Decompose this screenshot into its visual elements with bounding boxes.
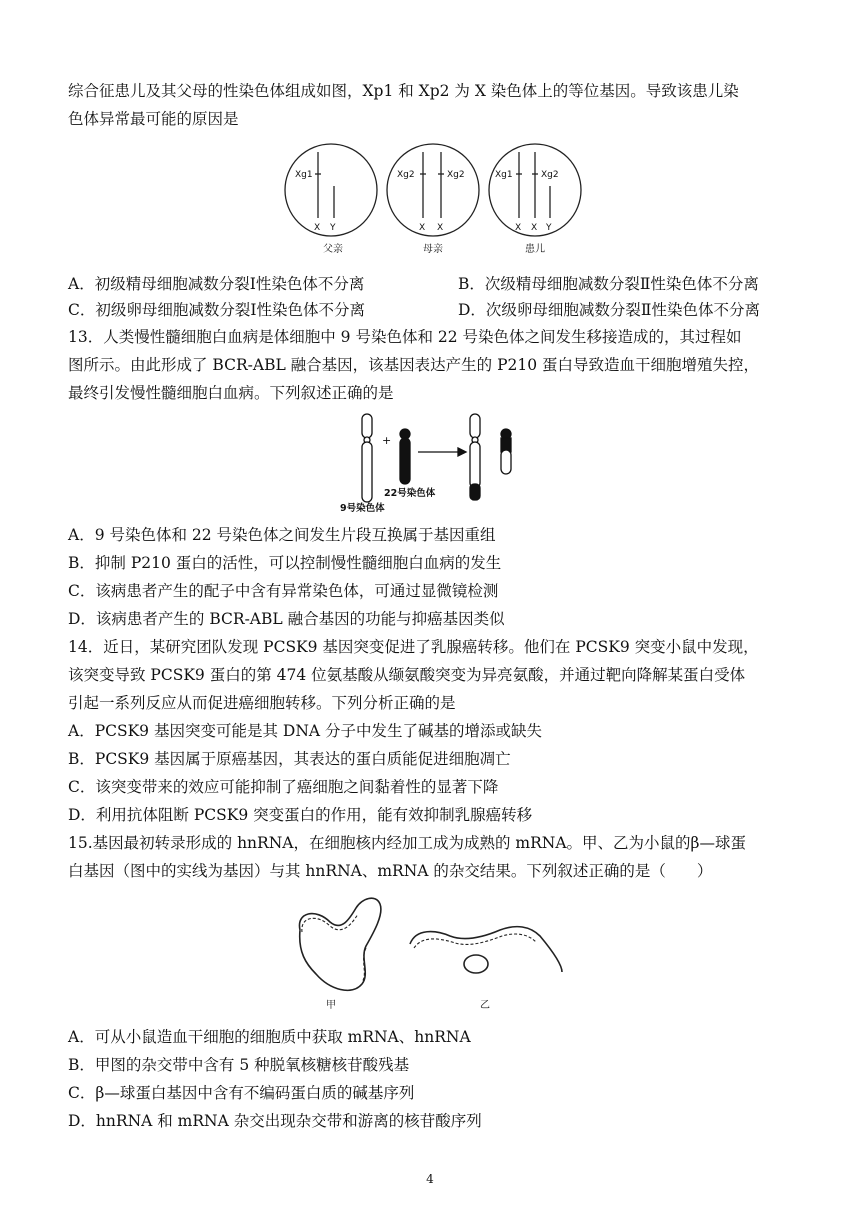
q12-option-a[interactable]: A．初级精母细胞减数分裂Ⅰ性染色体不分离: [68, 275, 365, 293]
father-gene-label: Xg1: [295, 170, 313, 180]
father-caption: 父亲: [323, 244, 343, 255]
q15-stem-line2: 白基因（图中的实线为基因）与其 hnRNA、mRNA 的杂交结果。下列叙述正确的是（ ）: [68, 862, 713, 880]
q15-option-a[interactable]: A．可从小鼠造血干细胞的细胞质中获取 mRNA、hnRNA: [68, 1028, 471, 1046]
q13-option-c[interactable]: C．该病患者产生的配子中含有异常染色体，可通过显微镜检测: [68, 582, 499, 600]
q13-option-b[interactable]: B．抑制 P210 蛋白的活性，可以控制慢性髓细胞白血病的发生: [68, 554, 502, 572]
q15-stem-line1: 15.基因最初转录形成的 hnRNA，在细胞核内经加工成为成熟的 mRNA。甲、乙为小鼠的β—球蛋: [68, 834, 746, 852]
child-gene-left: Xg1: [495, 170, 513, 180]
q13-option-d[interactable]: D．该病患者产生的 BCR-ABL 融合基因的功能与抑癌基因类似: [68, 610, 505, 628]
q15-label-yi: 乙: [480, 1000, 490, 1011]
q13-label-22: 22号染色体: [384, 488, 436, 499]
father-x-label: X: [314, 223, 321, 233]
page-number: 4: [426, 1172, 434, 1186]
q15-label-jia: 甲: [326, 1000, 336, 1011]
q13-stem-line3: 最终引发慢性髓细胞白血病。下列叙述正确的是: [68, 384, 394, 402]
child-y-label: Y: [546, 223, 552, 233]
q15-option-d[interactable]: D．hnRNA 和 mRNA 杂交出现杂交带和游离的核苷酸序列: [68, 1112, 482, 1130]
child-caption: 患儿: [525, 244, 545, 255]
child-x2-label: X: [531, 223, 538, 233]
q14-option-b[interactable]: B．PCSK9 基因属于原癌基因，其表达的蛋白质能促进细胞凋亡: [68, 750, 511, 768]
q14-stem-line3: 引起一系列反应从而促进癌细胞转移。下列分析正确的是: [68, 694, 456, 712]
q13-option-a[interactable]: A．9 号染色体和 22 号染色体之间发生片段互换属于基因重组: [68, 526, 496, 544]
q14-option-d[interactable]: D．利用抗体阻断 PCSK9 突变蛋白的作用，能有效抑制乳腺癌转移: [68, 806, 533, 824]
q13-stem-line1: 13．人类慢性髓细胞白血病是体细胞中 9 号染色体和 22 号染色体之间发生移接造成的，其过程如: [68, 328, 742, 346]
mother-gene-left: Xg2: [397, 170, 415, 180]
child-x1-label: X: [515, 223, 522, 233]
mother-caption: 母亲: [423, 244, 443, 255]
q13-plus-sign: +: [382, 434, 392, 447]
mother-x1-label: X: [419, 223, 426, 233]
q12-figure: [280, 140, 590, 266]
child-gene-right: Xg2: [541, 170, 559, 180]
q14-stem-line1: 14．近日，某研究团队发现 PCSK9 基因突变促进了乳腺癌转移。他们在 PCSK9 突变小鼠中发现，: [68, 638, 759, 656]
q14-option-c[interactable]: C．该突变带来的效应可能抑制了癌细胞之间黏着性的显著下降: [68, 778, 499, 796]
q12-option-c[interactable]: C．初级卵母细胞减数分裂Ⅰ性染色体不分离: [68, 301, 365, 319]
mother-x2-label: X: [437, 223, 444, 233]
q14-option-a[interactable]: A．PCSK9 基因突变可能是其 DNA 分子中发生了碱基的增添或缺失: [68, 722, 543, 740]
q12-stem-line2: 色体异常最可能的原因是: [68, 110, 239, 128]
q12-stem-line1: 综合征患儿及其父母的性染色体组成如图，Xp1 和 Xp2 为 X 染色体上的等位基因。导致该患儿染: [68, 82, 739, 100]
q12-option-d[interactable]: D．次级卵母细胞减数分裂Ⅱ性染色体不分离: [458, 301, 760, 319]
q14-stem-line2: 该突变导致 PCSK9 蛋白的第 474 位氨基酸从缬氨酸突变为异亮氨酸，并通过靶向降解某蛋白受体: [68, 666, 746, 684]
q12-option-b[interactable]: B．次级精母细胞减数分裂Ⅱ性染色体不分离: [458, 275, 759, 293]
q13-stem-line2: 图所示。由此形成了 BCR-ABL 融合基因，该基因表达产生的 P210 蛋白导致造血干细胞增殖失控，: [68, 356, 760, 374]
q13-label-9: 9号染色体: [340, 503, 385, 514]
mother-gene-right: Xg2: [447, 170, 465, 180]
q15-option-c[interactable]: C．β—球蛋白基因中含有不编码蛋白质的碱基序列: [68, 1084, 415, 1102]
q15-option-b[interactable]: B．甲图的杂交带中含有 5 种脱氧核糖核苷酸残基: [68, 1056, 410, 1074]
q15-figure: [290, 892, 570, 1018]
father-y-label: Y: [330, 223, 336, 233]
q13-figure: [330, 410, 530, 520]
